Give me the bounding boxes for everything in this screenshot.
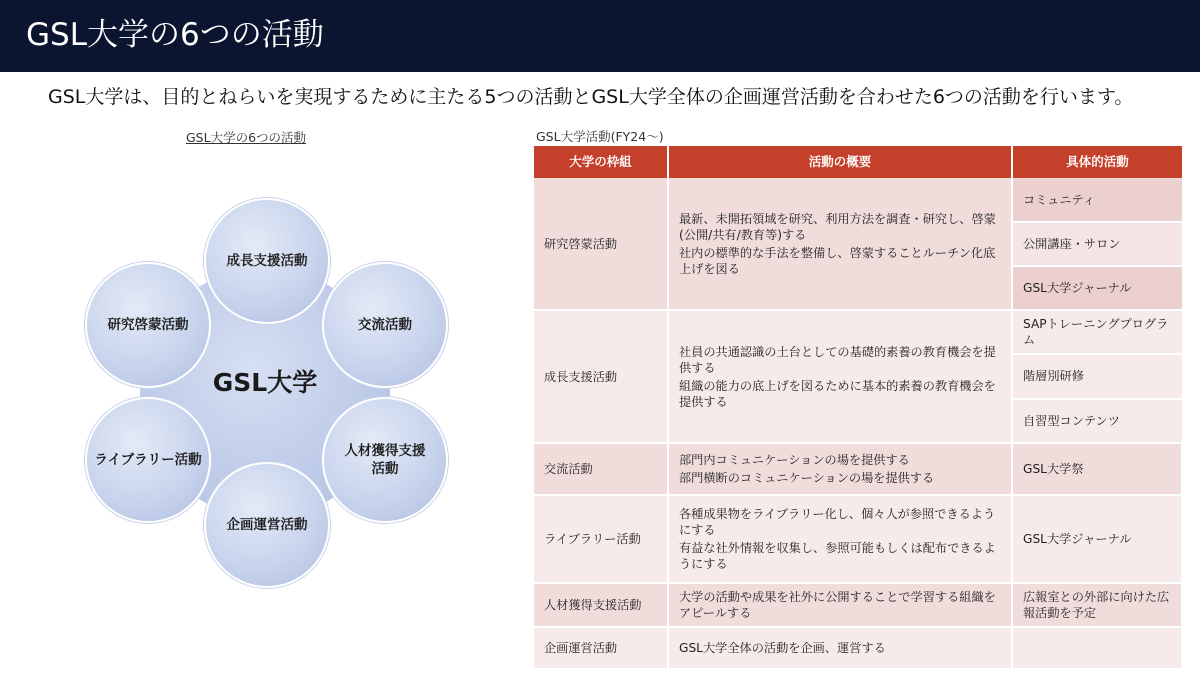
overview-cell bbox=[668, 310, 1012, 443]
table-caption: GSL大学活動(FY24～) bbox=[536, 129, 664, 144]
bubble-label: 成長支援活動 bbox=[226, 253, 308, 269]
table-row bbox=[534, 495, 1182, 583]
bubble-library bbox=[85, 397, 211, 523]
detail-item: 階層別研修 bbox=[1013, 355, 1182, 399]
bubble-research-enlightenment bbox=[85, 262, 211, 388]
table-row bbox=[534, 178, 1182, 310]
table-row bbox=[534, 310, 1182, 443]
overview-cell bbox=[668, 583, 1012, 627]
table-row bbox=[534, 583, 1182, 627]
overview-line: 社員の共通認識の土台としての基礎的素養の教育機会を提供する bbox=[679, 344, 996, 375]
overview-line: 部門内コミュニケーションの場を提供する bbox=[679, 453, 910, 467]
overview-line: GSL大学全体の活動を企画、運営する bbox=[679, 641, 886, 655]
overview-cell bbox=[668, 495, 1012, 583]
overview-line: 最新、未開拓領域を研究、利用方法を調査・研究し、啓蒙(公開/共有/教育等)する bbox=[679, 211, 996, 242]
framework-cell: 研究啓蒙活動 bbox=[534, 178, 668, 310]
overview-cell bbox=[668, 627, 1012, 669]
overview-line: 大学の活動や成果を社外に公開することで学習する組織をアピールする bbox=[679, 590, 996, 620]
bubble-label: 企画運営活動 bbox=[226, 517, 308, 533]
detail-item: GSL大学ジャーナル bbox=[1013, 267, 1182, 309]
detail-cell bbox=[1012, 178, 1182, 310]
framework-cell: 人材獲得支援活動 bbox=[534, 583, 668, 627]
detail-item: コミュニティ bbox=[1013, 179, 1182, 223]
title-bar bbox=[0, 0, 1200, 72]
framework-cell: 成長支援活動 bbox=[534, 310, 668, 443]
framework-cell: 交流活動 bbox=[534, 443, 668, 495]
detail-cell bbox=[1012, 627, 1182, 669]
activity-table bbox=[534, 146, 1183, 670]
bubble-growth-support bbox=[204, 198, 330, 324]
bubble-label: 研究啓蒙活動 bbox=[107, 317, 189, 333]
detail-item: 自習型コンテンツ bbox=[1013, 400, 1182, 442]
overview-line: 社内の標準的な手法を整備し、啓蒙することルーチン化底上げを図る bbox=[679, 245, 996, 276]
detail-item: 公開講座・サロン bbox=[1013, 223, 1182, 267]
bubble-label: ライブラリー活動 bbox=[94, 452, 202, 468]
header-framework: 大学の枠組 bbox=[534, 146, 668, 178]
bubble-label: 交流活動 bbox=[358, 317, 412, 333]
bubble-talent-acquisition bbox=[322, 397, 448, 523]
overview-cell bbox=[668, 443, 1012, 495]
framework-cell: ライブラリー活動 bbox=[534, 495, 668, 583]
bubble-planning-operations bbox=[204, 462, 330, 588]
diagram-caption: GSL大学の6つの活動 bbox=[186, 130, 307, 145]
detail-cell bbox=[1012, 310, 1182, 443]
table-header-row bbox=[534, 146, 1182, 178]
overview-line: 有益な社外情報を収集し、参照可能もしくは配布できるようにする bbox=[679, 541, 996, 571]
table-row bbox=[534, 627, 1182, 669]
bubble-exchange bbox=[322, 262, 448, 388]
detail-cell: GSL大学祭 bbox=[1012, 443, 1182, 495]
bubble-label: 人材獲得支援 活動 bbox=[344, 443, 426, 477]
overview-line: 部門横断のコミュニケーションの場を提供する bbox=[679, 471, 935, 485]
framework-cell: 企画運営活動 bbox=[534, 627, 668, 669]
page-subtitle: GSL大学は、目的とねらいを実現するために主たる5つの活動とGSL大学全体の企画運営活動を合わせた6つの活動を行います。 bbox=[48, 86, 1134, 108]
header-overview: 活動の概要 bbox=[668, 146, 1012, 178]
detail-cell: 広報室との外部に向けた広報活動を予定 bbox=[1012, 583, 1182, 627]
header-specific: 具体的活動 bbox=[1012, 146, 1182, 178]
overview-line: 組織の能力の底上げを図るために基本的素養の教育機会を提供する bbox=[679, 378, 996, 409]
detail-cell: GSL大学ジャーナル bbox=[1012, 495, 1182, 583]
detail-item: SAPトレーニングプログラム bbox=[1013, 311, 1182, 355]
overview-cell bbox=[668, 178, 1012, 310]
table-row bbox=[534, 443, 1182, 495]
overview-line: 各種成果物をライブラリー化し、個々人が参照できるようにする bbox=[679, 507, 996, 537]
center-label: GSL大学 bbox=[212, 368, 318, 397]
page-title: GSL大学の6つの活動 bbox=[26, 17, 324, 53]
